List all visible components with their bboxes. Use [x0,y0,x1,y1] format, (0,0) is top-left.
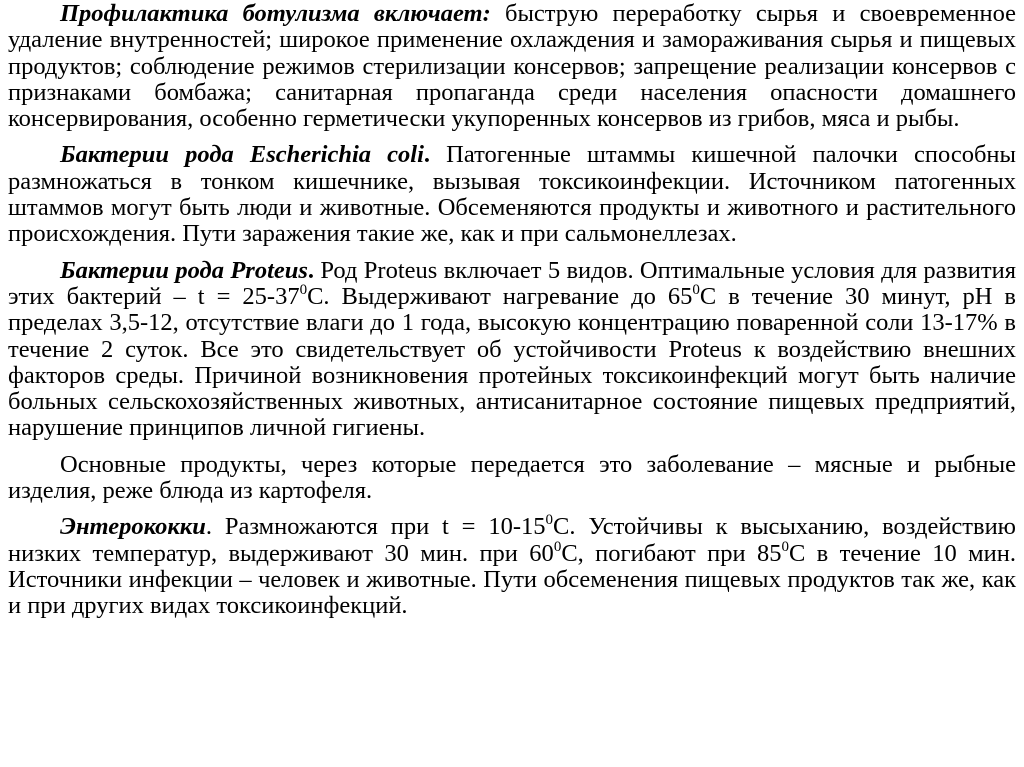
paragraph-lead: Профилактика ботулизма включает: [60,0,491,27]
degree-superscript: 0 [781,538,789,555]
paragraph-text: Патогенные штаммы кишечной палочки способны размножаться в тонком кишечнике, вызывая токсикоинфекции. Источником патогенных штаммов могут быть люди и животные. Обсеменяются продукты и животного и растительного происхождения. Пути заражения такие же, как и при сальмонеллезах. [8,141,1016,248]
paragraph-botulism-prevention [8,0,1016,132]
lead-period: . [423,141,431,169]
paragraph-text: С. Выдерживают нагревание до 65 [307,282,693,310]
degree-superscript: 0 [545,512,554,529]
paragraph-main-products [8,452,1016,505]
paragraph-lead: Энтерококки [60,513,206,541]
paragraph-lead: Бактерии рода Proteus [60,256,308,284]
paragraph-text: Основные продукты, через которые передается это заболевание – мясные и рыбные изделия, реже блюда из картофеля. [8,450,1016,505]
paragraph-text: быструю переработку сырья и своевременное удаление внутренностей; широкое применение охлаждения и замораживания сырья и пищевых продуктов; соблюдение режимов стерилизации консервов; запрещение реализации консервов с признаками бомбажа; санитарная пропаганда среди населения опасности домашнего консервирования, особенно герметически укупоренных консервов из грибов, мяса и рыбы. [8,0,1016,133]
paragraph-text: С, погибают при 85 [561,539,782,567]
paragraph-text: С в течение 30 минут, рН в пределах 3,5-12, отсутствие влаги до 1 года, высокую концентрацию поваренной соли 13-17% в течение 2 суток. Все это свидетельствует об устойчивости Proteus к воздействию внешних факторов среды. Причиной возникновения протейных токсикоинфекций могут быть наличие больных сельскохозяйственных животных, антисанитарное состояние пищевых предприятий, нарушение принципов личной гигиены. [8,282,1016,442]
paragraph-lead: Бактерии рода Escherichia coli [60,141,424,169]
degree-superscript: 0 [692,281,700,298]
paragraph-enterococci [8,514,1016,619]
lead-period: . [307,256,315,284]
paragraph-proteus [8,258,1016,442]
paragraph-escherichia-coli [8,142,1016,247]
paragraph-text: С. Устойчивы к высыханию, воздействию низких температур, выдерживают 30 мин. при 60 [8,513,1016,567]
paragraph-text: Род Proteus включает 5 видов. Оптимальные условия для развития этих бактерий – t = 25-37 [8,256,1016,310]
paragraph-text: С в течение 10 мин. Источники инфекции – человек и животные. Пути обсеменения пищевых продуктов так же, как и при других видах токсикоинфекций. [8,539,1016,620]
degree-superscript: 0 [299,281,308,298]
degree-superscript: 0 [553,538,562,555]
paragraph-text: . Размножаются при t = 10-15 [205,513,546,541]
